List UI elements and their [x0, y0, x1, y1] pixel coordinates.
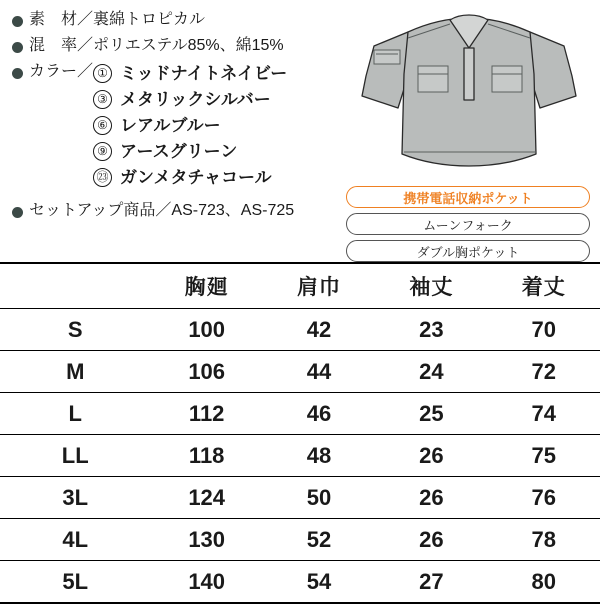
- cell-shoulder: 54: [263, 561, 375, 604]
- color-number-icon: ①: [93, 64, 112, 83]
- feature-tag-phone-pocket: 携帯電話収納ポケット: [346, 186, 590, 208]
- bullet-icon: [12, 42, 23, 53]
- cell-sleeve: 27: [375, 561, 487, 604]
- table-row: [0, 519, 600, 561]
- feature-tag-list: [346, 186, 590, 267]
- cell-sleeve: 26: [375, 519, 487, 561]
- size-label: M: [0, 351, 151, 393]
- color-label: カラー／: [29, 62, 94, 80]
- setup-value: AS-723、AS-725: [171, 201, 295, 219]
- color-name: ガンメタチャコール: [120, 167, 272, 187]
- cell-chest: 140: [151, 561, 263, 604]
- cell-length: 70: [488, 309, 600, 351]
- feature-tag-double-chest-pocket: ダブル胸ポケット: [346, 240, 590, 262]
- cell-length: 72: [488, 351, 600, 393]
- cell-shoulder: 42: [263, 309, 375, 351]
- cell-length: 80: [488, 561, 600, 604]
- table-header-chest: 胸廻: [151, 263, 263, 309]
- color-number-icon: ③: [93, 90, 112, 109]
- size-table: [0, 262, 600, 604]
- table-header-corner: [0, 263, 151, 309]
- table-row: [0, 477, 600, 519]
- color-item-2: [93, 90, 287, 109]
- spec-list: [0, 0, 345, 228]
- table-header-sleeve: 袖丈: [375, 263, 487, 309]
- spec-row-ratio: [12, 38, 345, 55]
- material-value: 裏綿トロピカル: [93, 11, 206, 28]
- size-label: LL: [0, 435, 151, 477]
- size-label: L: [0, 393, 151, 435]
- cell-chest: 130: [151, 519, 263, 561]
- cell-shoulder: 44: [263, 351, 375, 393]
- color-name: ミッドナイトネイビー: [120, 63, 288, 83]
- cell-sleeve: 26: [375, 477, 487, 519]
- cell-chest: 100: [151, 309, 263, 351]
- bullet-icon: [12, 68, 23, 79]
- cell-shoulder: 46: [263, 393, 375, 435]
- cell-length: 74: [488, 393, 600, 435]
- size-label: S: [0, 309, 151, 351]
- cell-chest: 124: [151, 477, 263, 519]
- spec-row-color: [12, 64, 345, 194]
- cell-shoulder: 52: [263, 519, 375, 561]
- color-name: レアルブルー: [120, 115, 221, 135]
- cell-chest: 118: [151, 435, 263, 477]
- table-header-length: 着丈: [488, 263, 600, 309]
- color-number-icon: ㉓: [93, 168, 112, 187]
- color-name: メタリックシルバー: [120, 89, 271, 109]
- color-item-4: [93, 142, 287, 161]
- table-header-row: [0, 263, 600, 309]
- setup-label: セットアップ商品／: [29, 201, 172, 219]
- size-label: 3L: [0, 477, 151, 519]
- size-label: 5L: [0, 561, 151, 604]
- color-list: [93, 64, 287, 194]
- feature-tag-moon-fork: ムーンフォーク: [346, 213, 590, 235]
- table-header-shoulder: 肩巾: [263, 263, 375, 309]
- material-label: 素 材／: [29, 11, 94, 28]
- spec-row-material: [12, 12, 345, 29]
- table-row: [0, 351, 600, 393]
- color-number-icon: ⑨: [93, 142, 112, 161]
- cell-length: 76: [488, 477, 600, 519]
- cell-chest: 112: [151, 393, 263, 435]
- cell-sleeve: 26: [375, 435, 487, 477]
- color-item-5: [93, 168, 287, 187]
- garment-illustration: [346, 4, 592, 184]
- size-label: 4L: [0, 519, 151, 561]
- bullet-icon: [12, 16, 23, 27]
- color-name: アースグリーン: [120, 141, 238, 161]
- table-row: [0, 435, 600, 477]
- cell-sleeve: 23: [375, 309, 487, 351]
- color-item-1: [93, 64, 287, 83]
- color-number-icon: ⑥: [93, 116, 112, 135]
- cell-sleeve: 24: [375, 351, 487, 393]
- cell-length: 75: [488, 435, 600, 477]
- cell-length: 78: [488, 519, 600, 561]
- cell-shoulder: 50: [263, 477, 375, 519]
- ratio-label: 混 率／: [29, 36, 94, 54]
- size-table-wrapper: [0, 262, 600, 600]
- cell-chest: 106: [151, 351, 263, 393]
- ratio-value: ポリエステル85%、綿15%: [93, 36, 284, 54]
- spec-row-setup: [12, 203, 345, 220]
- table-row: [0, 393, 600, 435]
- table-row: [0, 561, 600, 604]
- cell-sleeve: 25: [375, 393, 487, 435]
- cell-shoulder: 48: [263, 435, 375, 477]
- table-row: [0, 309, 600, 351]
- color-item-3: [93, 116, 287, 135]
- bullet-icon: [12, 207, 23, 218]
